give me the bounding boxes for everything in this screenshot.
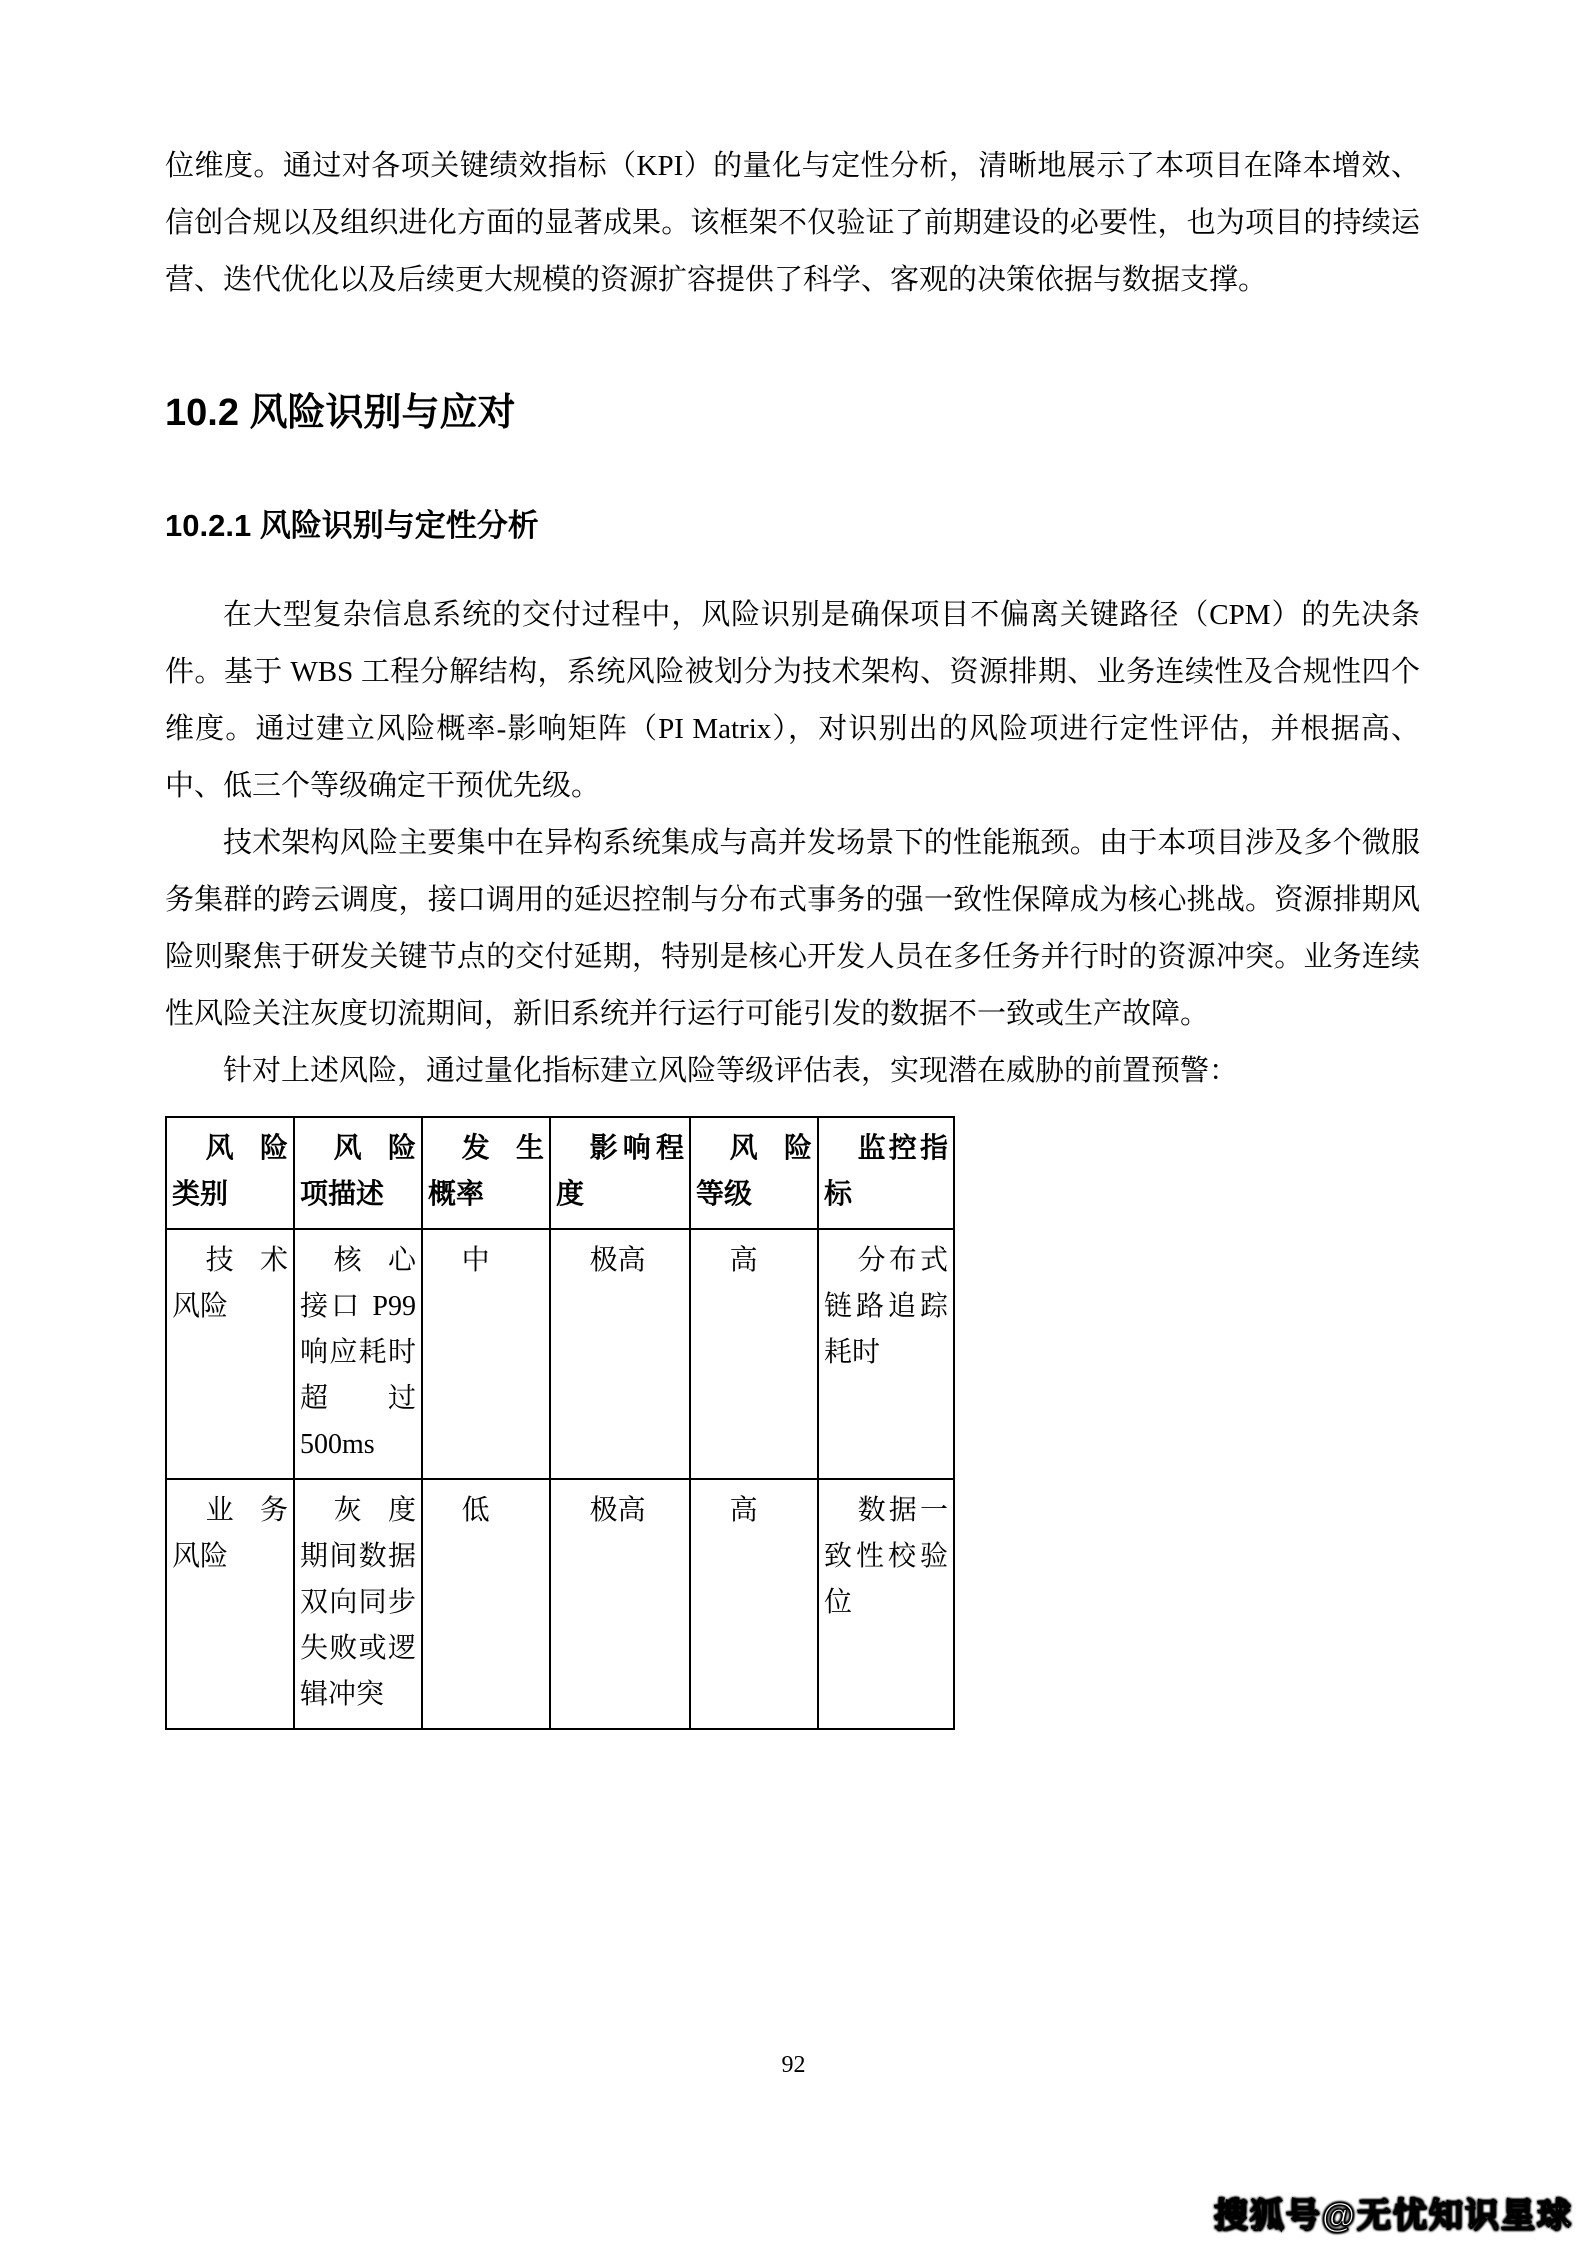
table-cell-impact: 极高 [550,1229,690,1479]
table-cell-probability: 低 [422,1479,550,1729]
body-paragraph-2: 技术架构风险主要集中在异构系统集成与高并发场景下的性能瓶颈。由于本项目涉及多个微服务集群的跨云调度，接口调用的延迟控制与分布式事务的强一致性保障成为核心挑战。资源排期风险则聚焦于研发关键节点的交付延期，特别是核心开发人员在多任务并行时的资源冲突。业务连续性风险关注灰度切流期间，新旧系统并行运行可能引发的数据不一致或生产故障。 [165,827,1420,1030]
table-cell-impact: 极高 [550,1479,690,1729]
page-number: 92 [781,2052,806,2078]
body-paragraph-3: 针对上述风险，通过量化指标建立风险等级评估表，实现潜在威胁的前置预警： [223,1055,1239,1087]
table-cell-category: 业务风险 [166,1479,294,1729]
header-cell-impact: 影响程度 [550,1117,690,1229]
watermark: 搜狐号@无忧知识星球 [1213,2197,1573,2235]
risk-table-row [166,1229,954,1479]
table-cell-description: 核心接口 P99 响应耗时超过 500ms [294,1229,422,1479]
table-cell-probability: 中 [422,1229,550,1479]
risk-table-row [166,1479,954,1729]
intro-paragraph: 位维度。通过对各项关键绩效指标（KPI）的量化与定性分析，清晰地展示了本项目在降本增效、信创合规以及组织进化方面的显著成果。该框架不仅验证了前期建设的必要性，也为项目的持续运营、迭代优化以及后续更大规模的资源扩容提供了科学、客观的决策依据与数据支撑。 [165,150,1420,296]
header-cell-monitor-metric: 监控指标 [818,1117,954,1229]
risk-table-header-row [166,1117,954,1229]
table-cell-level: 高 [690,1229,818,1479]
subsection-heading: 10.2.1 风险识别与定性分析 [165,508,539,543]
header-cell-risk-level: 风险等级 [690,1117,818,1229]
table-cell-metric: 分布式链路追踪耗时 [818,1229,954,1479]
header-cell-risk-category: 风险类别 [166,1117,294,1229]
body-paragraph-1: 在大型复杂信息系统的交付过程中，风险识别是确保项目不偏离关键路径（CPM）的先决条件。基于 WBS 工程分解结构，系统风险被划分为技术架构、资源排期、业务连续性及合规性四个维度。通过建立风险概率-影响矩阵（PI Matrix），对识别出的风险项进行定性评估，并根据高、中、低三个等级确定干预优先级。 [165,599,1420,802]
table-cell-description: 灰度期间数据双向同步失败或逻辑冲突 [294,1479,422,1729]
header-cell-probability: 发生概率 [422,1117,550,1229]
risk-table [165,1116,955,1730]
header-cell-risk-description: 风险项描述 [294,1117,422,1229]
table-cell-level: 高 [690,1479,818,1729]
table-cell-metric: 数据一致性校验位 [818,1479,954,1729]
section-heading: 10.2 风险识别与应对 [165,392,516,434]
table-cell-category: 技术风险 [166,1229,294,1479]
